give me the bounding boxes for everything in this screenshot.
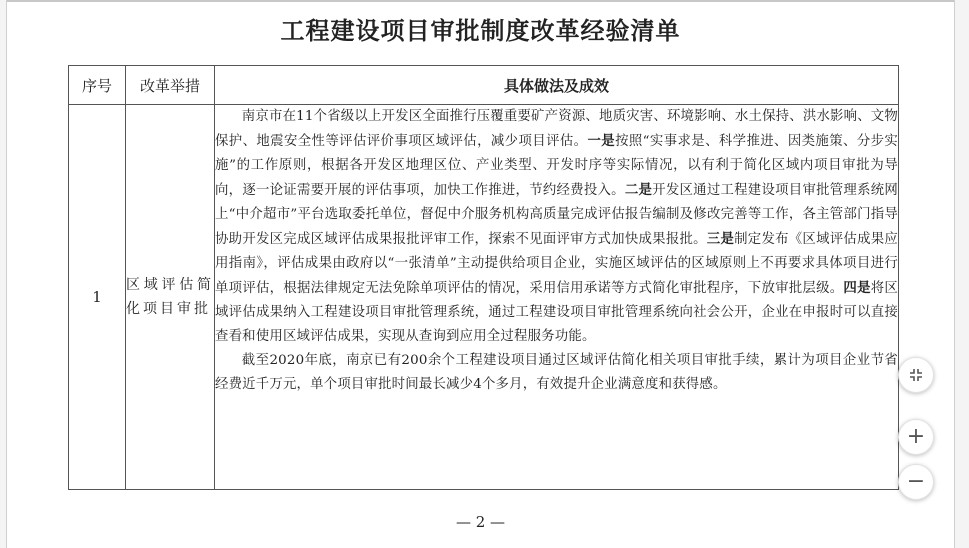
row-number: 1 [69,105,126,490]
compress-icon [908,367,924,383]
detail-text-segment: 开发区通过工程建设项目审批管理系统网上“中介超市”平台选取委托单位，督促中介服务机构高质量完成评估报告编制及修改完善等工作，各主管部门指导协助开发区完成区域评估成果报批评审工作，探索不见面评审方式加快成果报批。 [215,183,898,247]
detail-text-segment: 按照“实事求是、科学推进、因类施策、分步实施”的工作原则，根据各开发区地理区位、产业类型、开发时序等实际情况，以有利于简化区域内项目审批为导向，逐一论证需要开展的评估事项，加快工作推进，节约经费投入。 [215,134,899,198]
header-detail: 具体做法及成效 [215,66,899,105]
header-measure: 改革举措 [126,66,215,105]
row-measure: 区域评估简化项目审批 [126,105,215,490]
fit-page-button[interactable] [898,357,934,393]
detail-text-segment: 南京市在11个省级以上开发区全面推行压覆重要矿产资源、地质灾害、环境影响、水土保持、洪水影响、文物保护、地震安全性等评估评价事项区域评估，减少项目评估。 [215,109,898,149]
page-number: — 2 — [455,513,506,531]
detail-paragraph-1 [215,105,898,349]
table-header-row [69,66,899,105]
table-row [69,105,899,490]
bold-marker: 一是 [587,133,616,149]
bold-marker: 四是 [843,280,871,296]
zoom-out-button[interactable] [898,464,934,500]
detail-paragraph-2: 截至2020年底，南京已有200余个工程建设项目通过区域评估简化相关项目审批手续，累计为项目企业节省经费近千万元，单个项目审批时间最长减少4个多月，有效提升企业满意度和获得感。 [215,353,898,392]
minus-icon: − [906,469,926,494]
detail-text-segment: 将区域评估成果纳入工程建设项目审批管理系统，通过工程建设项目审批管理系统向社会公开，企业在申报时可以直接查看和使用区域评估成果，实现从查询到应用全过程服务功能。 [215,281,899,344]
document-title: 工程建设项目审批制度改革经验清单 [280,17,681,45]
zoom-in-button[interactable] [898,419,934,455]
row-detail [215,105,899,490]
bold-marker: 二是 [624,182,653,198]
document-page [6,0,955,548]
plus-icon: + [906,424,926,449]
bold-marker: 三是 [706,231,735,247]
reform-table [68,65,899,490]
page-top-edge [7,0,954,2]
detail-text-segment: 制定发布《区域评估成果应用指南》，评估成果由政府以“一张清单”主动提供给项目企业，实施区域评估的区域原则上不再要求具体项目进行单项评估，根据法律规定无法免除单项评估的情况，采用信用承诺等方式简化审批程序，下放审批层级。 [215,232,898,296]
header-no: 序号 [69,66,126,105]
